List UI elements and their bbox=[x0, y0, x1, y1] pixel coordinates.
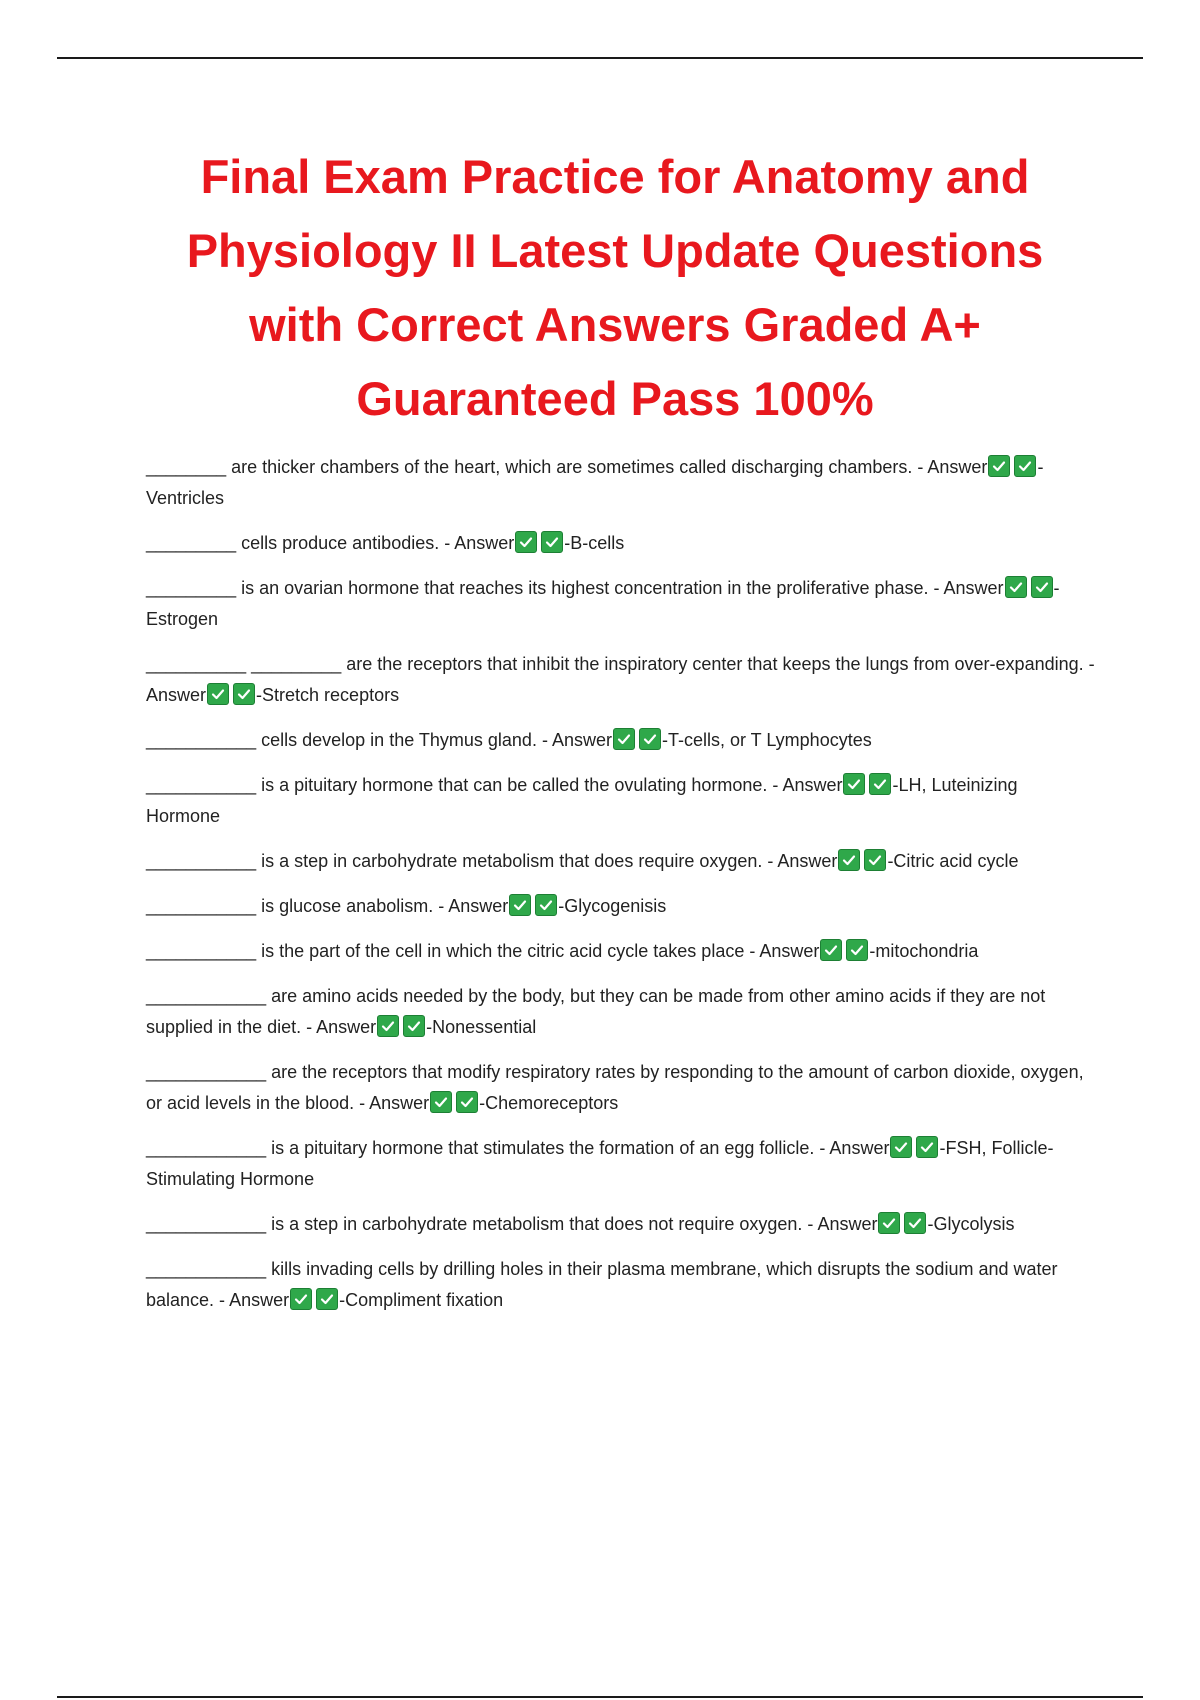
question-text: ____________ are the receptors that modify respiratory rates by responding to the amount of carbon dioxide, oxygen, or acid levels in the blood. - bbox=[146, 1062, 1084, 1113]
answer-text: -Glycolysis bbox=[927, 1214, 1015, 1234]
check-marks bbox=[515, 533, 567, 553]
answer-text: -Compliment fixation bbox=[339, 1290, 504, 1310]
check-mark-icon bbox=[1014, 455, 1036, 477]
answer-text: -LH, Luteinizing Hormone bbox=[146, 775, 1018, 826]
qa-item bbox=[146, 770, 1096, 832]
check-marks bbox=[843, 775, 895, 795]
check-marks bbox=[1005, 578, 1057, 598]
check-mark-icon bbox=[1031, 576, 1053, 598]
check-mark-icon bbox=[233, 683, 255, 705]
check-mark-icon bbox=[864, 849, 886, 871]
question-text: _________ cells produce antibodies. - bbox=[146, 533, 455, 553]
answer-text: -T-cells, or T Lymphocytes bbox=[661, 730, 872, 750]
check-mark-icon bbox=[541, 531, 563, 553]
qa-item bbox=[146, 452, 1096, 514]
question-text: ___________ is a pituitary hormone that can be called the ovulating hormone. - bbox=[146, 775, 783, 795]
answer-text: -Stretch receptors bbox=[256, 685, 400, 705]
qa-item bbox=[146, 936, 1096, 967]
question-text: __________ _________ are the receptors that inhibit the inspiratory center that keeps the lungs from over-expanding. - bbox=[146, 654, 1095, 674]
check-mark-icon bbox=[838, 849, 860, 871]
qa-item bbox=[146, 846, 1096, 877]
check-mark-icon bbox=[403, 1015, 425, 1037]
question-text: ___________ is a step in carbohydrate metabolism that does require oxygen. - bbox=[146, 851, 778, 871]
check-mark-icon bbox=[846, 939, 868, 961]
answer-label: Answer bbox=[817, 1214, 878, 1234]
answer-label: Answer bbox=[943, 578, 1004, 598]
answer-label: Answer bbox=[759, 941, 820, 961]
answer-label: Answer bbox=[316, 1017, 377, 1037]
check-mark-icon bbox=[878, 1212, 900, 1234]
check-marks bbox=[988, 457, 1040, 477]
check-marks bbox=[509, 896, 561, 916]
document-title: Final Exam Practice for Anatomy and Physiology II Latest Update Questions with Correct Answers Graded A+ Guaranteed Pass 100% bbox=[186, 150, 1044, 425]
question-text: ________ are thicker chambers of the heart, which are sometimes called discharging chambers. - bbox=[146, 457, 928, 477]
check-mark-icon bbox=[613, 728, 635, 750]
question-text: ____________ is a pituitary hormone that stimulates the formation of an egg follicle. - bbox=[146, 1138, 830, 1158]
answer-label: Answer bbox=[369, 1093, 430, 1113]
answer-text: -FSH, Follicle-Stimulating Hormone bbox=[146, 1138, 1054, 1189]
check-mark-icon bbox=[843, 773, 865, 795]
answer-text: -Chemoreceptors bbox=[479, 1093, 619, 1113]
question-text: ___________ is the part of the cell in which the citric acid cycle takes place - bbox=[146, 941, 760, 961]
answer-text: -B-cells bbox=[564, 533, 625, 553]
question-text: ____________ is a step in carbohydrate metabolism that does not require oxygen. - bbox=[146, 1214, 818, 1234]
check-mark-icon bbox=[535, 894, 557, 916]
answer-label: Answer bbox=[146, 685, 207, 705]
check-mark-icon bbox=[430, 1091, 452, 1113]
check-mark-icon bbox=[820, 939, 842, 961]
answer-label: Answer bbox=[829, 1138, 890, 1158]
header-rule bbox=[57, 57, 1143, 59]
answer-text: -Ventricles bbox=[146, 457, 1044, 508]
check-marks bbox=[878, 1214, 930, 1234]
check-mark-icon bbox=[207, 683, 229, 705]
qa-item bbox=[146, 1057, 1096, 1119]
check-marks bbox=[890, 1138, 942, 1158]
check-marks bbox=[820, 941, 872, 961]
qa-item bbox=[146, 573, 1096, 635]
check-mark-icon bbox=[456, 1091, 478, 1113]
check-marks bbox=[377, 1017, 429, 1037]
question-text: ____________ are amino acids needed by the body, but they can be made from other amino acids if they are not supplied in the diet. - bbox=[146, 986, 1046, 1037]
answer-text: -Glycogenisis bbox=[558, 896, 667, 916]
answer-label: Answer bbox=[777, 851, 838, 871]
answer-label: Answer bbox=[927, 457, 988, 477]
question-text: _________ is an ovarian hormone that reaches its highest concentration in the proliferative phase. - bbox=[146, 578, 944, 598]
question-text: ____________ kills invading cells by drilling holes in their plasma membrane, which disrupts the sodium and water balance. - bbox=[146, 1259, 1058, 1310]
answer-label: Answer bbox=[454, 533, 515, 553]
answer-label: Answer bbox=[551, 730, 612, 750]
footer-rule bbox=[57, 1696, 1143, 1698]
check-mark-icon bbox=[515, 531, 537, 553]
check-marks bbox=[838, 851, 890, 871]
qa-item bbox=[146, 1133, 1096, 1195]
answer-text: -Nonessential bbox=[426, 1017, 537, 1037]
check-marks bbox=[430, 1093, 482, 1113]
qa-item bbox=[146, 981, 1096, 1043]
check-mark-icon bbox=[316, 1288, 338, 1310]
qa-item bbox=[146, 1209, 1096, 1240]
answer-text: -Citric acid cycle bbox=[887, 851, 1019, 871]
question-answer-list bbox=[146, 452, 1096, 1330]
check-mark-icon bbox=[890, 1136, 912, 1158]
qa-item bbox=[146, 891, 1096, 922]
check-mark-icon bbox=[916, 1136, 938, 1158]
question-text: ___________ cells develop in the Thymus gland. - bbox=[146, 730, 552, 750]
check-mark-icon bbox=[377, 1015, 399, 1037]
check-mark-icon bbox=[639, 728, 661, 750]
check-mark-icon bbox=[869, 773, 891, 795]
check-mark-icon bbox=[290, 1288, 312, 1310]
qa-item bbox=[146, 528, 1096, 559]
check-marks bbox=[207, 685, 259, 705]
check-mark-icon bbox=[904, 1212, 926, 1234]
answer-label: Answer bbox=[448, 896, 509, 916]
check-marks bbox=[290, 1290, 342, 1310]
check-marks bbox=[613, 730, 665, 750]
check-mark-icon bbox=[1005, 576, 1027, 598]
question-text: ___________ is glucose anabolism. - bbox=[146, 896, 449, 916]
answer-label: Answer bbox=[229, 1290, 290, 1310]
answer-text: -mitochondria bbox=[869, 941, 979, 961]
qa-item bbox=[146, 1254, 1096, 1316]
check-mark-icon bbox=[988, 455, 1010, 477]
answer-label: Answer bbox=[782, 775, 843, 795]
check-mark-icon bbox=[509, 894, 531, 916]
answer-text: -Estrogen bbox=[146, 578, 1060, 629]
qa-item bbox=[146, 725, 1096, 756]
qa-item bbox=[146, 649, 1096, 711]
